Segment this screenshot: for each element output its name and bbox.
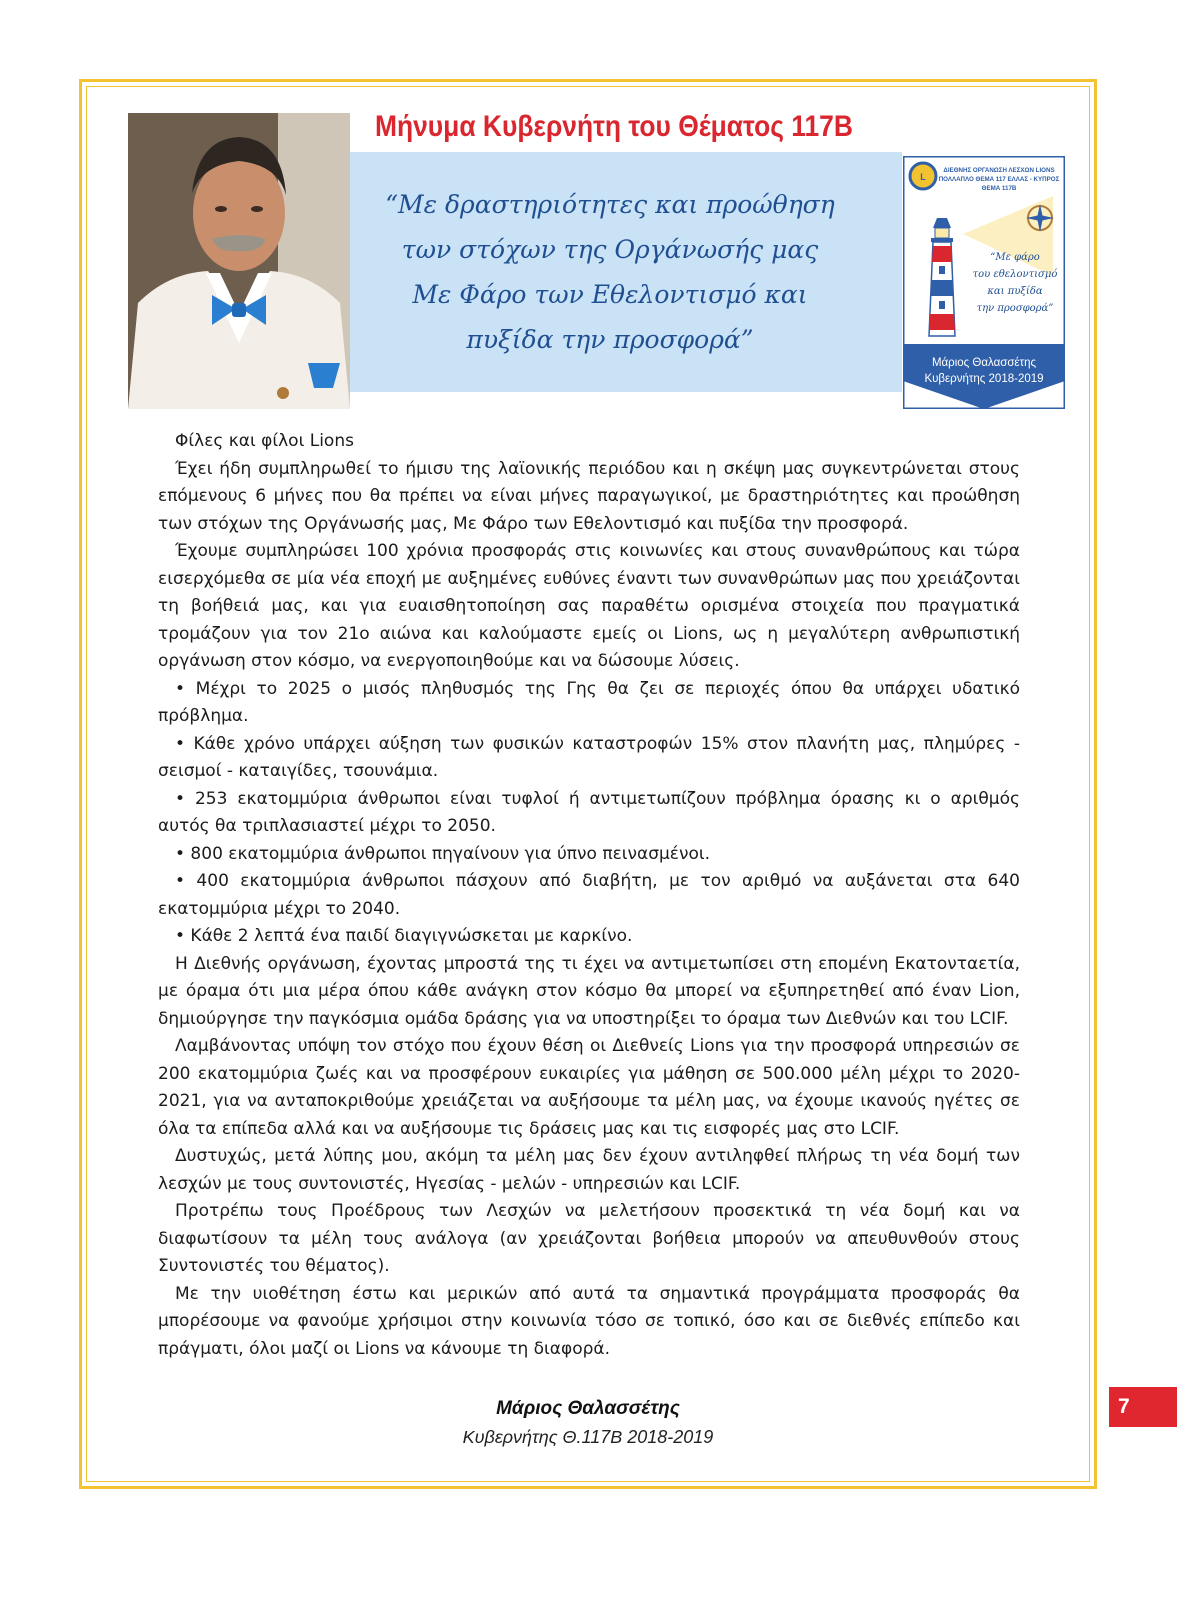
paragraph: Η Διεθνής οργάνωση, έχοντας μπροστά της τι έχει να αντιμετωπίσει στη επομένη Εκατονταετία, με όραμα ότι μια μέρα όπου κάθε ανάγκη στον κόσμο θα μπορεί να εξυπηρετηθεί από έναν Lion, δημιούργησε την παγκόσμια ομάδα δράσης για να υποστηρίξει το όραμα των Διεθνών και του LCIF. bbox=[158, 953, 1020, 1029]
bullet-item: • Κάθε χρόνο υπάρχει αύξηση των φυσικών καταστροφών 15% στον πλανήτη μας, πλημύρες - σεισμοί - καταιγίδες, τσουνάμια. bbox=[158, 733, 1020, 781]
page-number: 7 bbox=[1109, 1387, 1177, 1427]
bullet-item: • 400 εκατομμύρια άνθρωποι πάσχουν από διαβήτη, με τον αριθμό να αυξάνεται στα 640 εκατομμύρια μέχρι το 2040. bbox=[158, 871, 1020, 919]
page-title: Μήνυμα Κυβερνήτη του Θέματος 117Β bbox=[375, 110, 853, 143]
quote-line: πυξίδα την προσφορά” bbox=[466, 325, 754, 354]
badge-motto-line: και πυξίδα bbox=[987, 286, 1043, 297]
bullet-item: • 253 εκατομμύρια άνθρωποι είναι τυφλοί ή αντιμετωπίζουν πρόβλημα όρασης κι ο αριθμός αυτός θα τριπλασιαστεί μέχρι το 2050. bbox=[158, 788, 1020, 836]
quote-line: των στόχων της Οργάνωσής μας bbox=[401, 235, 819, 264]
lighthouse-badge-icon bbox=[903, 156, 1065, 409]
badge-header-line: ΘΕΜΑ 117Β bbox=[981, 185, 1017, 192]
paragraph: Έχουμε συμπληρώσει 100 χρόνια προσφοράς στις κοινωνίες και στους συνανθρώπους και τώρα εισερχόμεθα σε μία νέα εποχή με αυξημένες ευθύνες έναντι των συνανθρώπων μας που χρειάζονται τη βοήθειά μας, και για ευαισθητοποίηση σας παραθέτω ορισμένα στοιχεία που πραγματικά τρομάζουν για τον 21ο αιώνα και καλούμαστε εμείς οι Lions, ως η μεγαλύτερη ανθρωπιστική οργάνωση στον κόσμο, να ενεργοποιηθούμε και να δώσουμε λύσεις. bbox=[158, 541, 1020, 671]
svg-text:L: L bbox=[920, 172, 926, 182]
paragraph: Έχει ήδη συμπληρωθεί το ήμισυ της λαϊονικής περιόδου και η σκέψη μας συγκεντρώνεται στους επόμενους 6 μήνες που θα πρέπει να είναι μήνες παραγωγικοί, με δραστηριότητες και προώθηση των στόχων της Οργάνωσής μας, Με Φάρο των Εθελοντισμό και πυξίδα την προσφορά. bbox=[158, 458, 1020, 534]
signature-role: Κυβερνήτης Θ.117Β 2018-2019 bbox=[462, 1427, 714, 1447]
badge-name: Μάριος Θαλασσέτης bbox=[931, 357, 1037, 369]
paragraph: Με την υιοθέτηση έστω και μερικών από αυτά τα σημαντικά προγράμματα προσφοράς θα μπορέσουμε να φανούμε χρήσιμοι στην κοινωνία τόσο σε τοπικό, όσο και σε διεθνές επίπεδο και πράγματι, όλοι μαζί οι Lions να κάνουμε τη διαφορά. bbox=[158, 1283, 1020, 1359]
paragraph: Δυστυχώς, μετά λύπης μου, ακόμη τα μέλη μας δεν έχουν αντιληφθεί πλήρως τη νέα δομή των λεσχών με τους συντονιστές, Ηγεσίας - μελών - υπηρεσιών και LCIF. bbox=[158, 1146, 1020, 1194]
paragraph: Προτρέπω τους Προέδρους των Λεσχών να μελετήσουν προσεκτικά τη νέα δομή και να διαφωτίσουν τα μέλη τους ανάλογα (αν χρειάζονται βοήθεια μπορούν να απευθυνθούν στους Συντονιστές του θέματος). bbox=[158, 1201, 1020, 1276]
letter-body bbox=[158, 428, 1020, 1363]
governor-photo bbox=[128, 113, 350, 409]
paragraph: Λαμβάνοντας υπόψη τον στόχο που έχουν θέση οι Διεθνείς Lions για την προσφορά υπηρεσιών σε 200 εκατομμύρια ζωές και να προσφέρουν ευκαιρίες για μάθηση σε 500.000 μέλη μέχρι το 2020-2021, για να ανταποκριθούμε χρειάζεται να αυξήσουμε τα μέλη μας, να έχουμε ικανούς ηγέτες σε όλα τα επίπεδα αλλά και να αυξήσουμε τις δράσεις μας και τις εισφορές μας στο LCIF. bbox=[158, 1036, 1020, 1139]
bullet-item: • 800 εκατομμύρια άνθρωποι πηγαίνουν για ύπνο πεινασμένοι. bbox=[175, 843, 711, 864]
bullet-item: • Μέχρι το 2025 ο μισός πληθυσμός της Γης θα ζει σε περιοχές όπου θα υπάρχει υδατικό πρόβλημα. bbox=[158, 678, 1020, 726]
portrait-illustration bbox=[128, 113, 350, 409]
bullet-item: • Κάθε 2 λεπτά ένα παιδί διαγιγνώσκεται με καρκίνο. bbox=[175, 926, 633, 946]
badge-motto-line: του εθελοντισμό bbox=[972, 269, 1058, 280]
signature-name: Μάριος Θαλασσέτης bbox=[496, 1398, 680, 1419]
motto-quote bbox=[350, 182, 870, 362]
quote-line: Με Φάρο των Εθελοντισμό και bbox=[412, 280, 808, 309]
quote-line: “Με δραστηριότητες και προώθηση bbox=[385, 190, 835, 219]
badge-motto-line: “Με φάρο bbox=[990, 252, 1040, 263]
badge-header-line: ΔΙΕΘΝΗΣ ΟΡΓΑΝΩΣΗ ΛΕΣΧΩΝ LIONS bbox=[943, 167, 1055, 174]
badge-header-line: ΠΟΛΛΑΠΛΟ ΘΕΜΑ 117 ΕΛΛΑΣ - ΚΥΠΡΟΣ bbox=[938, 176, 1060, 183]
badge-motto-line: την προσφορά” bbox=[976, 303, 1054, 314]
governor-badge bbox=[903, 156, 1065, 409]
greeting: Φίλες και φίλοι Lions bbox=[175, 431, 354, 451]
badge-role: Κυβερνήτης 2018-2019 bbox=[924, 373, 1044, 385]
